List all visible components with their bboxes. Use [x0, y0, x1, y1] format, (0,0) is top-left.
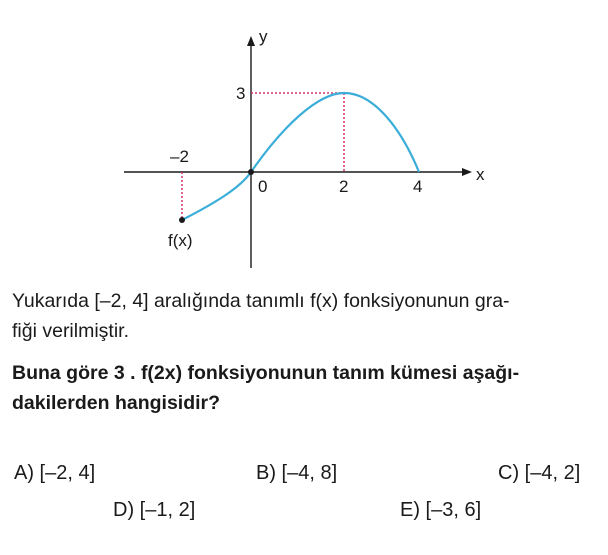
y-axis-arrow — [247, 36, 255, 46]
question-line-1: Yukarıda [–2, 4] aralığında tanımlı f(x) fonksiyonunun gra- — [12, 290, 510, 312]
choice-c[interactable]: C) [–4, 2] — [498, 462, 581, 484]
question-text — [12, 286, 596, 346]
y-axis-label: y — [259, 27, 268, 46]
question-prompt — [12, 358, 596, 418]
y-tick-3: 3 — [236, 84, 246, 103]
choice-d[interactable]: D) [–1, 2] — [113, 499, 196, 521]
choice-b[interactable]: B) [–4, 8] — [256, 462, 338, 484]
function-label: f(x) — [168, 231, 193, 250]
endpoint-left — [179, 217, 185, 223]
prompt-line-1: Buna göre 3 . f(2x) fonksiyonunun tanım kümesi aşağı- — [12, 362, 520, 384]
question-line-2: fiği verilmiştir. — [12, 320, 130, 342]
x-axis-label: x — [476, 165, 485, 184]
choice-a[interactable]: A) [–2, 4] — [14, 462, 96, 484]
x-tick-neg2: –2 — [170, 147, 189, 166]
function-curve — [182, 93, 419, 220]
x-tick-4: 4 — [413, 177, 423, 196]
origin-label: 0 — [258, 177, 268, 196]
prompt-line-2: dakilerden hangisidir? — [12, 392, 221, 414]
origin-point — [248, 169, 254, 175]
choice-e[interactable]: E) [–3, 6] — [400, 499, 482, 521]
x-tick-2: 2 — [339, 177, 349, 196]
x-axis-arrow — [462, 168, 472, 176]
